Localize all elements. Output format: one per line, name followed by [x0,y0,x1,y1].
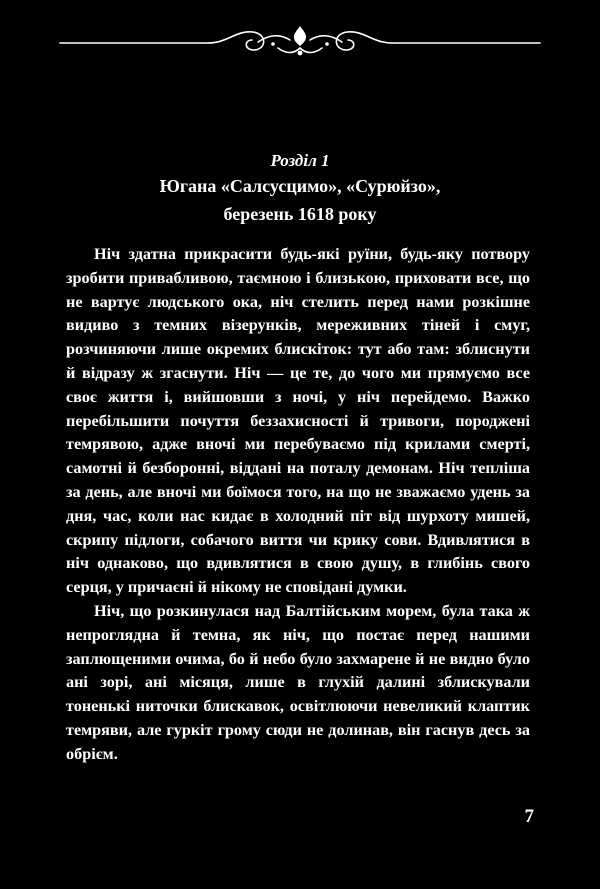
chapter-heading [60,150,540,228]
paragraph-1: Ніч здатна прикрасити будь-які руїни, будь-яку потвору зробити привабливою, таємною і близькою, приховати все, що не вартує людського ока, ніч стелить перед нами розкішне видиво з темних візерунків, мереживних тіней і смуг, розчиняючи лише окремих блискіток: тут або там: зблиснути й відразу ж згаснути. Ніч — це те, до чого ми прямуємо все своє життя і, вийшовши з ночі, у ніч перейдемо. Важко перебільшити почуття беззахисності й тривоги, породжені темрявою, адже вночі ми перебуваємо під крилами смерті, самотні й безборонні, віддані на поталу демонам. Ніч тепліша за день, але вночі ми боїмося того, на що не зважаємо удень за дня, час, коли нас кидає в холодний піт від шурхоту мишей, скрипу підлоги, собачого виття чи крику сови. Вдивлятися в ніч однаково, що вдивлятися в свою душу, в глибінь свого серця, у причаєні й нікому не сповідані думки. [66,245,530,597]
page-number: 7 [524,806,534,827]
ornament-divider-icon [58,22,542,62]
chapter-subtitle-line2: березень 1618 року [223,204,377,224]
chapter-subtitle-line1: Югана «Салсусцимо», «Сурюйзо», [159,176,441,196]
paragraph-2: Ніч, що розкинулася над Балтійським морем, була така ж непроглядна й темна, як ніч, що постає перед нашими заплющеними очима, бо й небо було захмарене й не видно було ані зорі, ані місяця, лише в глухій далині зблискували тоненькі ниточки блискавок, освітлюючи невеликий клаптик темряви, але гуркіт грому сюди не долинав, він гаснув десь за обрієм. [66,601,530,763]
chapter-label: Розділ 1 [270,151,330,170]
body-text [66,243,530,767]
